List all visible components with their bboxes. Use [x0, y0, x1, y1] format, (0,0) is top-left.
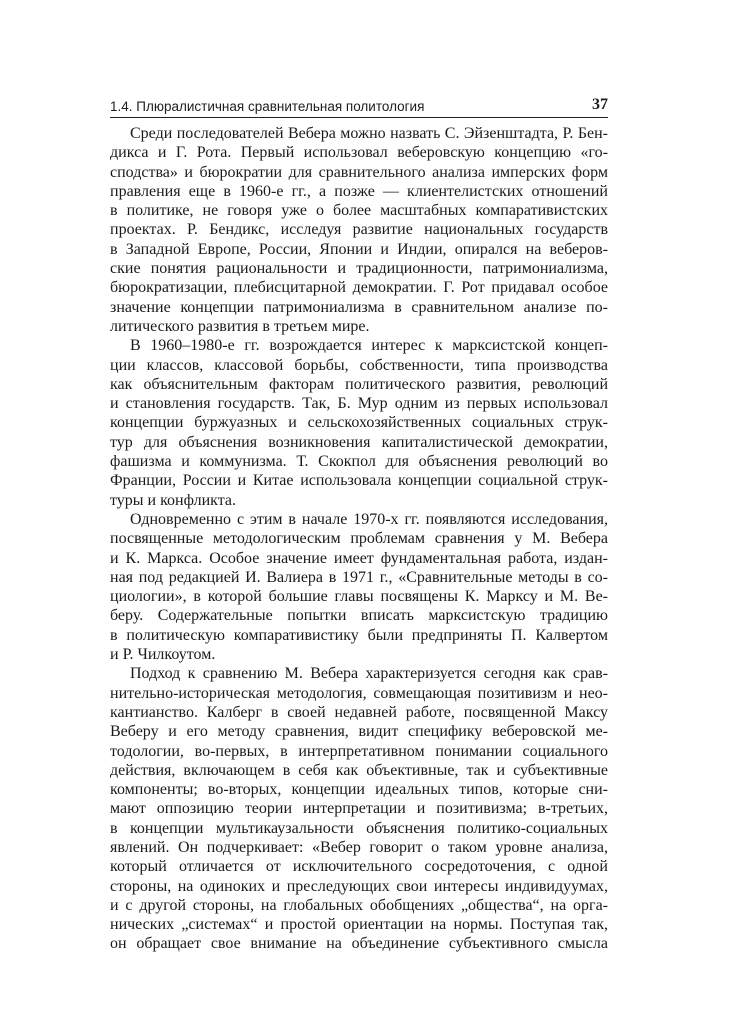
- text-line: и с другой стороны, на глобальных обобщениях „общества“, на орга-: [110, 896, 608, 914]
- text-line: литического развития в третьем мире.: [110, 317, 370, 335]
- text-line: дикса и Г. Рота. Первый использовал веберовскую концепцию «го-: [110, 144, 608, 162]
- text-line: нительно-историческая методология, совмещающая позитивизм и нео-: [110, 684, 608, 702]
- text-line: проектах. Р. Бендикс, исследуя развитие национальных государств: [110, 221, 608, 239]
- text-line: и К. Маркса. Особое значение имеет фундаментальная работа, издан-: [110, 549, 608, 567]
- paragraph: [110, 510, 608, 664]
- text-line: правления еще в 1960-е гг., а позже — клиентелистских отношений: [110, 182, 608, 200]
- text-line: Франции, России и Китае использовала концепции социальной струк-: [110, 472, 608, 490]
- text-line: мают оппозицию теории интерпретации и позитивизма; в-третьих,: [110, 800, 608, 818]
- text-line: Веберу и его методу сравнения, видит специфику веберовской ме-: [110, 723, 608, 741]
- text-line: в Западной Европе, России, Японии и Индии, опирался на веберов-: [110, 240, 608, 258]
- text-line: В 1960–1980-е гг. возрождается интерес к марксистской концеп-: [130, 337, 608, 355]
- text-line: кантианство. Калберг в своей недавней работе, посвященной Максу: [110, 703, 608, 721]
- paragraph: [110, 664, 608, 953]
- text-line: как объяснительным факторам политического развития, революций: [110, 375, 608, 393]
- text-line: циологии», в которой большие главы посвящены К. Марксу и М. Ве-: [110, 588, 608, 606]
- running-header: [110, 92, 608, 114]
- text-line: компоненты; во-вторых, концепции идеальных типов, которые сни-: [110, 781, 608, 799]
- running-title: 1.4. Плюралистичная сравнительная политология: [110, 99, 425, 114]
- text-line: Среди последователей Вебера можно назвать С. Эйзенштадта, Р. Бен-: [130, 125, 608, 142]
- text-line: посвященные методологическим проблемам сравнения у М. Вебера: [110, 530, 608, 548]
- text-line: ские понятия рациональности и традиционности, патримониализма,: [110, 260, 608, 278]
- body-text: [110, 124, 608, 954]
- text-line: в политическую компаративистику были предприняты П. Калвертом: [110, 626, 608, 644]
- text-line: Одновременно с этим в начале 1970-х гг. появляются исследования,: [130, 510, 608, 528]
- text-line: и становления государств. Так, Б. Мур одним из первых использовал: [110, 395, 608, 413]
- text-line: явлений. Он подчеркивает: «Вебер говорит о таком уровне анализа,: [110, 838, 608, 856]
- paragraph: [110, 124, 608, 336]
- text-line: стороны, на одиноких и преследующих свои интересы индивидуумах,: [110, 877, 608, 895]
- text-line: действия, включающем в себя как объективные, так и субъективные: [110, 761, 608, 779]
- text-line: он обращает свое внимание на объединение субъективного смысла: [110, 935, 608, 953]
- text-line: туры и конфликта.: [110, 491, 236, 509]
- text-line: бюрократизации, плебисцитарной демократии. Г. Рот придавал особое: [110, 279, 608, 297]
- header-rule: [110, 117, 608, 118]
- text-line: фашизма и коммунизма. Т. Скокпол для объяснения революций во: [110, 453, 608, 471]
- text-line: тур для объяснения возникновения капиталистической демократии,: [110, 433, 608, 451]
- text-line: и Р. Чилкоутом.: [110, 646, 216, 664]
- page-number: 37: [592, 96, 608, 113]
- text-line: ная под редакцией И. Валиера в 1971 г., «Сравнительные методы в со-: [110, 568, 608, 586]
- text-line: который отличается от исключительного сосредоточения, с одной: [110, 858, 608, 876]
- text-line: Подход к сравнению М. Вебера характеризуется сегодня как срав-: [130, 665, 608, 683]
- text-line: концепции буржуазных и сельскохозяйственных социальных струк-: [110, 414, 608, 432]
- text-line: значение концепции патримониализма в сравнительном анализе по-: [110, 298, 608, 316]
- text-line: нических „системах“ и простой ориентации на нормы. Поступая так,: [110, 916, 608, 934]
- text-line: ции классов, классовой борьбы, собственности, типа производства: [110, 356, 608, 374]
- text-line: в концепции мультикаузальности объяснения политико-социальных: [110, 819, 608, 837]
- text-line: тодологии, во-первых, в интерпретативном понимании социального: [110, 742, 608, 760]
- text-line: беру. Содержательные попытки вписать марксистскую традицию: [110, 607, 608, 625]
- paragraph: [110, 336, 608, 510]
- text-line: сподства» и бюрократии для сравнительного анализа имперских форм: [110, 163, 608, 181]
- text-line: в политике, не говоря уже о более масштабных компаративистских: [110, 202, 608, 220]
